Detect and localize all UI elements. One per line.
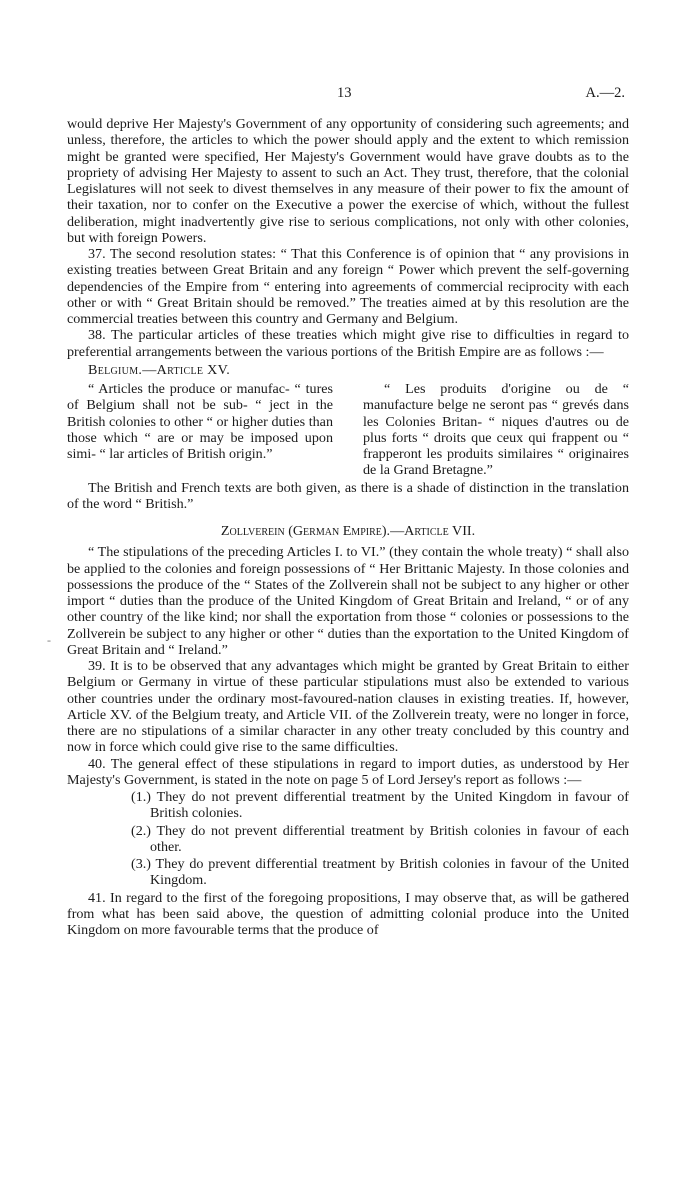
margin-mark: - <box>47 633 51 647</box>
paragraph-37: 37. The second resolution states: “ That this Conference is of opinion that “ any provisions in existing treaties between Great Britain and any foreign “ Power which prevent the self-governing dependencies of the Empire from “ entering into agreements of commercial reciprocity with each other or with “ Great Britain should be removed.” The treaties aimed at by this resolution are the commercial treaties between this country and Germany and Belgium. <box>67 246 629 327</box>
paragraph-intro: would deprive Her Majesty's Government of any opportunity of considering such agreements; and unless, therefore, the articles to which the power should apply and the extent to which remission might be granted were specified, Her Majesty's Government would have grave doubts as to the propriety of advising Her Majesty to assent to such an Act. They trust, therefore, that the colonial Legislatures will not seek to divest themselves in any measure of their power to fix the amount of their taxation, nor to confer on the Executive a power the exercise of which, without the fullest deliberation, might inadvertently give rise to serious complications, not only with other colonies, but with foreign Powers. <box>67 116 629 246</box>
belgium-english-column <box>67 381 333 479</box>
document-body <box>67 116 629 938</box>
belgium-article-texts <box>67 381 629 479</box>
belgium-french-column <box>363 381 629 479</box>
paragraph-41: 41. In regard to the first of the foregoing propositions, I may observe that, as will be gathered from what has been said above, the question of admitting colonial produce into the United Kingdom on more favourable terms that the produce of <box>67 889 629 938</box>
document-reference: A.—2. <box>585 85 625 101</box>
paragraph-zollverein: “ The stipulations of the preceding Articles I. to VI.” (they contain the whole treaty) “ shall also be applied to the colonies and foreign possessions of “ Her Brittanic Majesty. In those colonies and possessions the produce of the “ States of the Zollverein shall not be subject to any higher or other import “ duties than the produce of the United Kingdom of Great Britain and Ireland, “ or of any other country of the like kind; nor shall the exportation from those “ colonies or possessions to the Zollverein be subject to any higher or other “ duties than the exportation to the United Kingdom of Great Britain and “ Ireland.” <box>67 544 629 658</box>
page-header <box>67 85 625 103</box>
paragraph-40: 40. The general effect of these stipulations in regard to import duties, as understood by Her Majesty's Government, is stated in the note on page 5 of Lord Jersey's report as follows :— <box>67 755 629 788</box>
belgium-french-text: “ Les produits d'origine ou de “ manufacture belge ne seront pas “ grevés dans les Colonies Britan- “ niques d'autres ou de plus forts “ droits que ceux qui frappent ou “ frapperont les produits similaires “ originaires de la Grand Bretagne.” <box>363 381 629 479</box>
list-item: (3.) They do prevent differential treatment by British colonies in favour of the United Kingdom. <box>131 856 629 889</box>
paragraph-39: 39. It is to be observed that any advantages which might be granted by Great Britain to either Belgium or Germany in virtue of these particular stipulations must also be extended to various other countries under the ordinary most-favoured-nation clauses in existing treaties. If, however, Article XV. of the Belgium treaty, and Article VII. of the Zollverein treaty, were no longer in force, there are no stipulations of a similar character in any other treaty concluded by this country and now in force which could give rise to the same difficulties. <box>67 658 629 756</box>
list-item: (2.) They do not prevent differential treatment by British colonies in favour of each other. <box>131 822 629 855</box>
list-item: (1.) They do not prevent differential treatment by the United Kingdom in favour of British colonies. <box>131 789 629 822</box>
zollverein-article-heading: Zollverein (German Empire).—Article VII. <box>220 523 476 539</box>
paragraph-38: 38. The particular articles of these treaties which might give rise to difficulties in regard to preferential arrangements between the various portions of the British Empire are as follows :— <box>67 327 629 360</box>
belgium-article-heading: Belgium.—Article XV. <box>88 361 231 378</box>
paragraph-texts-note: The British and French texts are both given, as there is a shade of distinction in the translation of the word “ British.” <box>67 479 629 512</box>
belgium-english-text: “ Articles the produce or manufac- “ tures of Belgium shall not be sub- “ ject in the British colonies to other “ or higher duties than those which “ are or may be imposed upon simi- “ lar articles of British origin.” <box>67 381 333 462</box>
page-number: 13 <box>337 85 352 101</box>
